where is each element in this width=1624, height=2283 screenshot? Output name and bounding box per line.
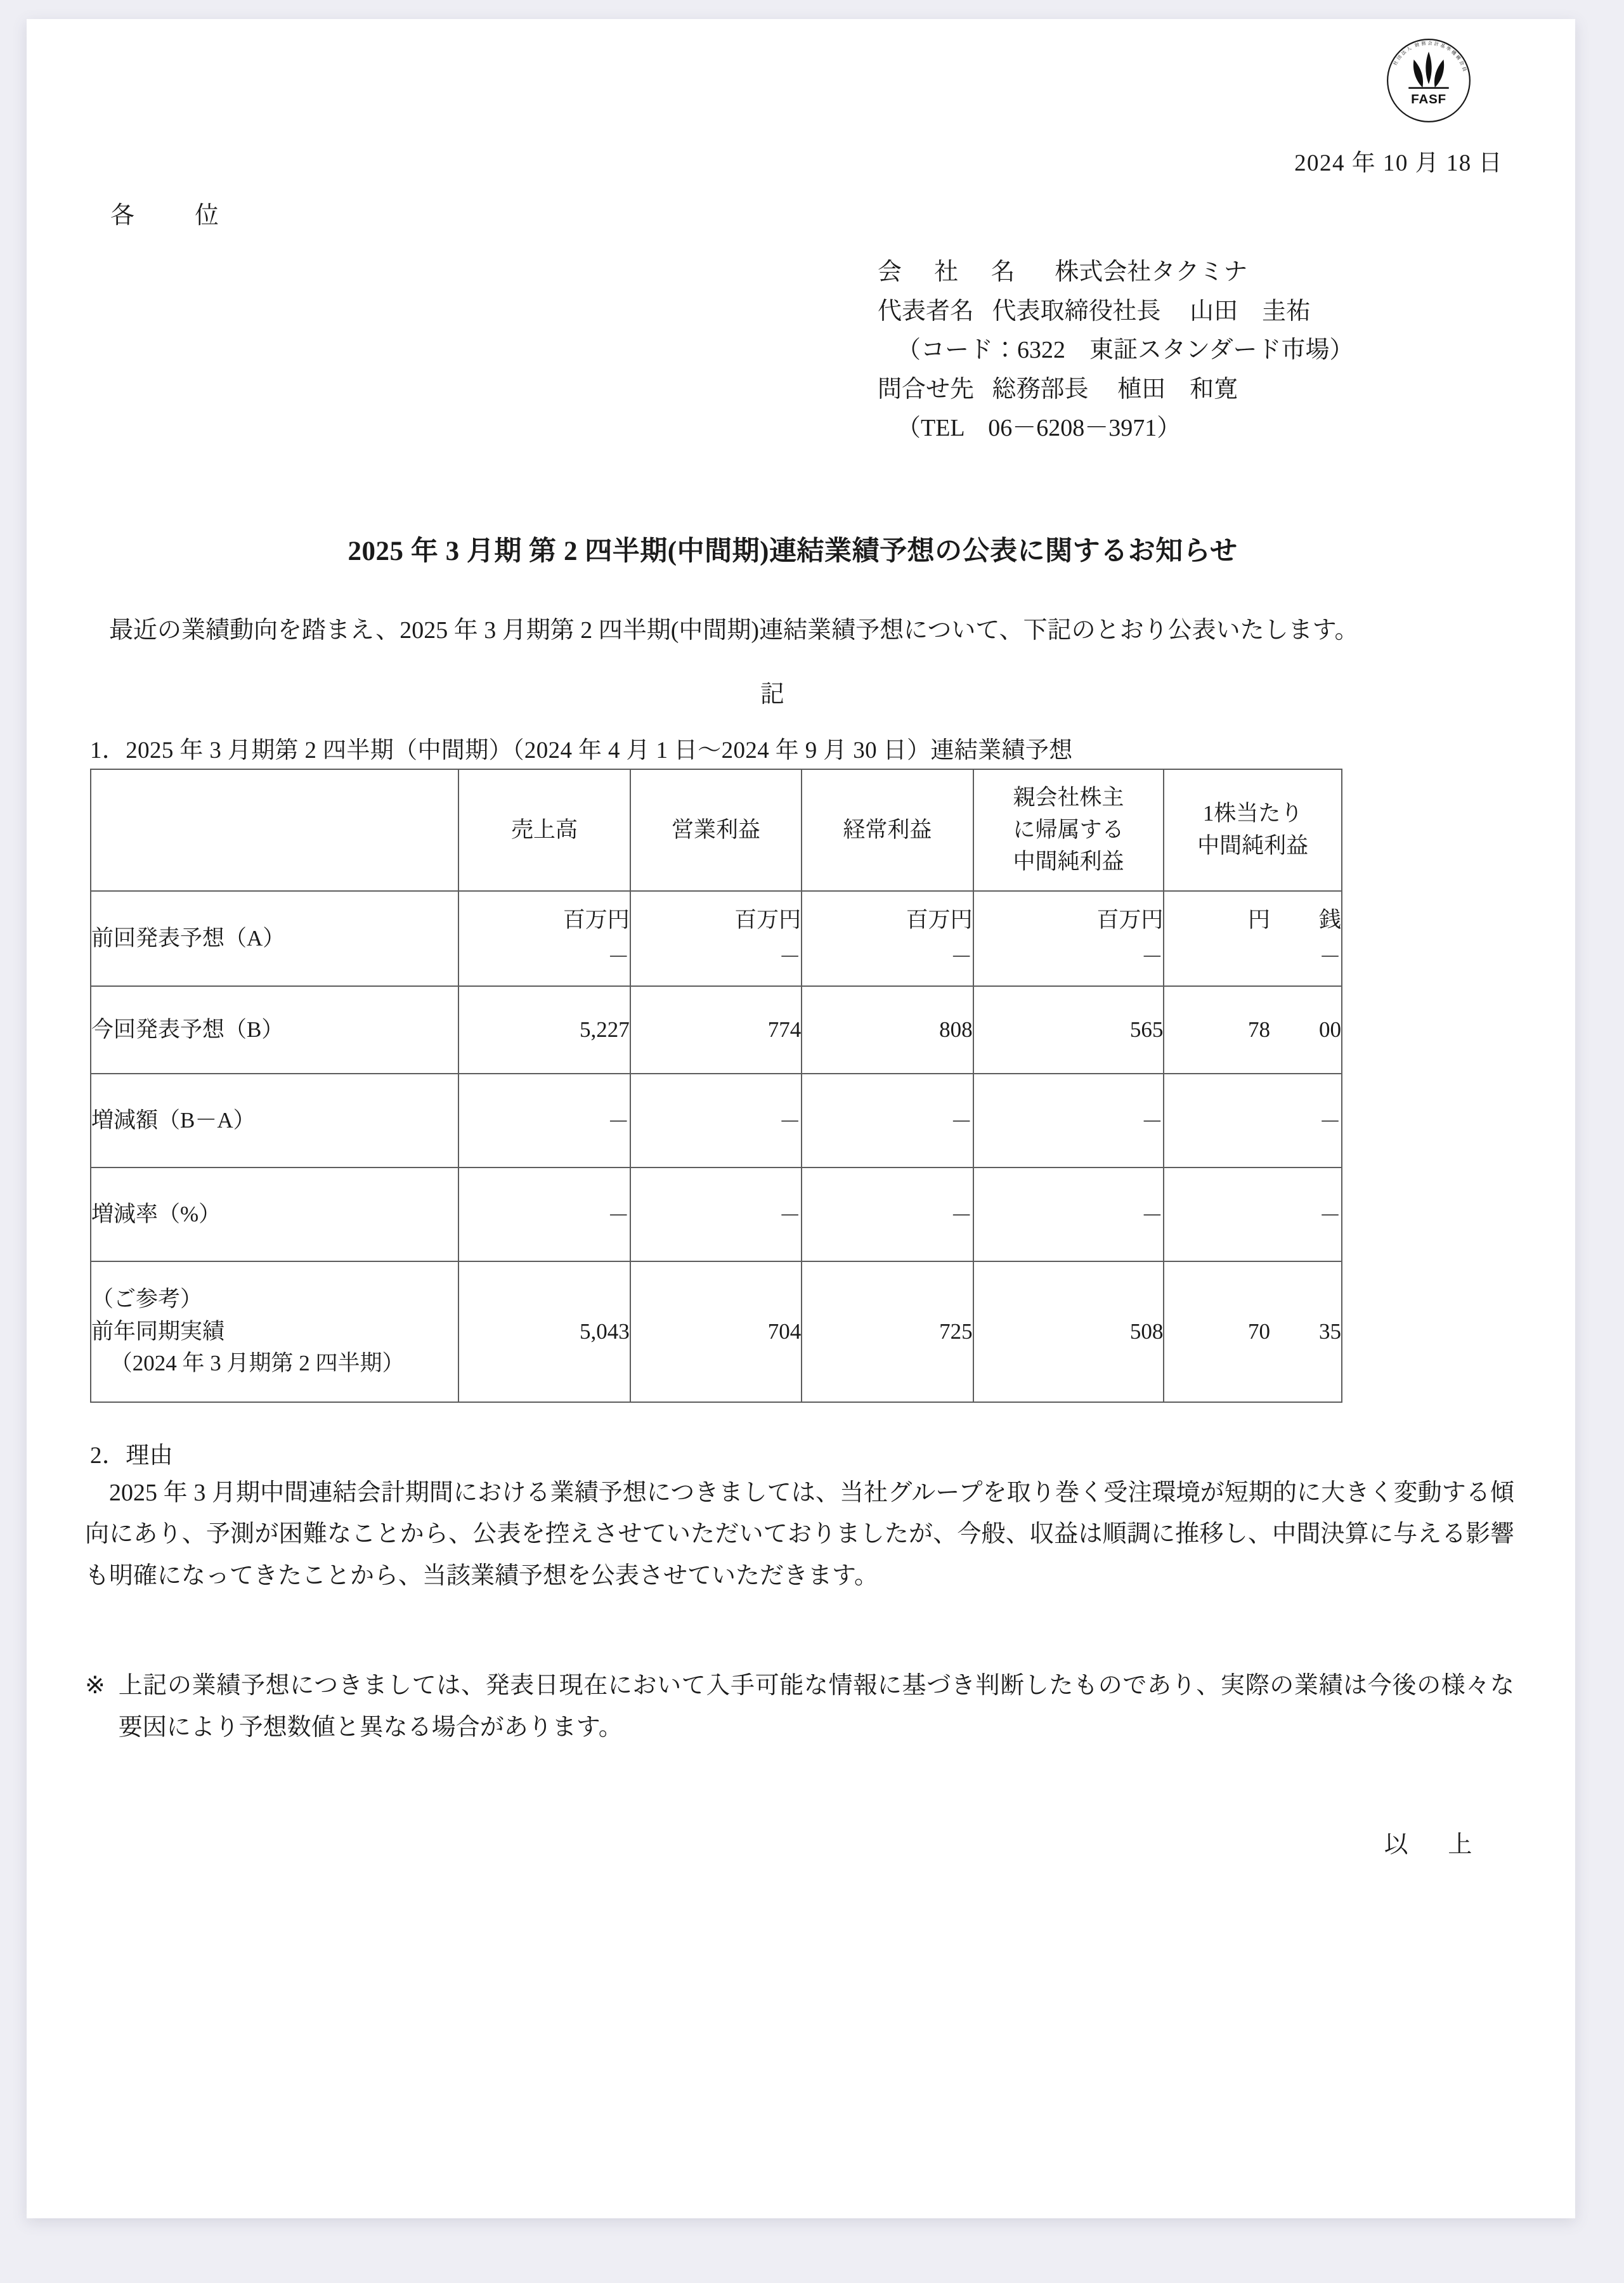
cell-current-eps [1164,986,1342,1074]
value: － [607,945,630,970]
cell-rate-ordinary-income: － [802,1168,973,1261]
table-row [91,891,1342,986]
svg-text:構: 構 [1454,54,1462,62]
cell-change-net-sales: － [458,1074,630,1168]
svg-text:会: 会 [1427,41,1432,46]
cell-rate-eps: － [1164,1168,1342,1261]
cell-current-net-income-parent: 565 [973,986,1164,1074]
unit-label: 百万円 [562,907,630,932]
svg-text:務: 務 [1420,41,1426,47]
header-cell-operating-income: 営業利益 [630,769,802,891]
svg-text:人: 人 [1405,46,1413,53]
row-label-current-forecast: 今回発表予想（B） [91,986,458,1074]
svg-text:員: 員 [1460,66,1467,72]
header-line-3: 中間純利益 [1013,849,1124,875]
unit-label: 百万円 [734,907,802,932]
cell-previous-ordinary-income [802,891,973,986]
svg-text:財: 財 [1414,42,1420,49]
cell-rate-net-income-parent: － [973,1168,1164,1261]
cell-reference-eps [1164,1261,1342,1402]
company-name-label: 会 社 名 [878,259,1029,285]
cell-previous-operating-income [630,891,802,986]
svg-text:団: 団 [1396,54,1403,62]
cell-change-operating-income: － [630,1074,802,1168]
stock-code-row: （コード：6322 東証スタンダード市場） [897,337,1354,364]
contact-row [878,370,1517,410]
cell-change-net-income-parent: － [973,1074,1164,1168]
cell-previous-eps [1164,891,1342,986]
representative-label: 代表者名 [878,297,975,325]
cell-current-net-sales: 5,227 [458,986,630,1074]
section2-paragraph: 2025 年 3 月期中間連結会計期間における業績予想につきましては、当社グループを取り巻く受注環境が短期的に大きく変動する傾向にあり、予測が困難なことから、公表を控えさせていただいておりましたが、今般、収益は順調に推移し、中間決算に与える影響も明確になってきたことから、当該業績予想を公表させていただきます。 [85,1480,1514,1589]
unit-label-pair [1164,901,1341,939]
salutation: 各 位 [110,202,237,229]
masthead [85,19,1517,190]
contact-title: 総務部長 [992,375,1089,403]
document-page [27,19,1575,2218]
table-row [91,1074,1342,1168]
cell-previous-net-income-parent [973,891,1164,986]
unit-sen: 銭 [1318,907,1341,932]
eps-yen-value: 78 [1248,1017,1270,1043]
table-header-row [91,769,1342,891]
header-cell-net-income-parent [973,769,1164,891]
cell-reference-operating-income: 704 [630,1261,802,1402]
page-title: 2025 年 3 月期 第 2 四半期(中間期)連結業績予想の公表に関するお知らせ [348,536,1238,566]
value: － [779,945,802,970]
note-mark-icon: ※ [85,1672,105,1700]
company-name-row [878,253,1517,292]
row-label-change-rate: 増減率（%） [91,1168,458,1261]
cell-reference-net-income-parent: 508 [973,1261,1164,1402]
row-label-reference [91,1261,458,1402]
note-text: 上記の業績予想につきましては、発表日現在において入手可能な情報に基づき判断したものであり、実際の業績は今後の様々な要因により予想数値と異なる場合があります。 [118,1672,1514,1741]
ki-marker: 記 [760,681,784,708]
cell-reference-ordinary-income: 725 [802,1261,973,1402]
lead-paragraph: 最近の業績動向を踏まえ、2025 年 3 月期第 2 四半期(中間期)連結業績予想について、下記のとおり公表いたします。 [109,616,1359,644]
header-line-2: に帰属する [1013,817,1124,842]
reference-line-2: 前年同期実績 [91,1318,225,1344]
value [1164,939,1341,977]
table-row [91,1168,1342,1261]
eps-yen-value: 70 [1248,1319,1270,1344]
forecast-table [90,769,1342,1403]
value: － [1141,945,1164,970]
reference-line-1: （ご参考） [91,1286,203,1311]
row-label-change-amount: 増減額（B－A） [91,1074,458,1168]
cell-rate-net-sales: － [458,1168,630,1261]
cell-current-ordinary-income: 808 [802,986,973,1074]
header-cell-ordinary-income: 経常利益 [802,769,973,891]
unit-label: 百万円 [906,907,973,932]
value: － [950,945,973,970]
representative-row [878,292,1517,332]
disclaimer-note [85,1665,1517,1748]
svg-text:機: 機 [1450,49,1457,56]
svg-text:会: 会 [1458,60,1465,67]
header-line-1: 1株当たり [1202,801,1303,826]
reference-line-3: （2024 年 3 月期第 2 四半期） [110,1351,405,1376]
svg-text:基: 基 [1439,42,1446,49]
svg-text:計: 計 [1433,41,1439,48]
section1-heading: 1．2025 年 3 月期第 2 四半期（中間期）（2024 年 4 月 1 日～2024 年 9 月 30 日）連結業績予想 [90,738,1073,764]
cell-rate-operating-income: － [630,1168,802,1261]
header-cell-eps [1164,769,1342,891]
representative-name: 山田 圭祐 [1190,297,1311,325]
svg-text:準: 準 [1445,46,1452,53]
contact-label: 問合せ先 [878,375,975,403]
cell-current-operating-income: 774 [630,986,802,1074]
unit-label: 百万円 [1096,907,1164,932]
svg-text:法: 法 [1400,49,1408,56]
contact-name: 植田 和寛 [1117,375,1238,403]
svg-text:FASF: FASF [1411,91,1446,107]
eps-sen-value: － [1318,945,1341,970]
telephone-row: （TEL 06－6208－3971） [897,415,1181,442]
row-label-previous-forecast: 前回発表予想（A） [91,891,458,986]
header-cell-blank [91,769,458,891]
unit-yen: 円 [1247,907,1270,932]
cell-reference-net-sales: 5,043 [458,1261,630,1402]
table-row [91,986,1342,1074]
table-row [91,1261,1342,1402]
company-info-block [878,253,1517,448]
company-name-value: 株式会社タクミナ [1055,259,1248,285]
representative-title: 代表取締役社長 [992,297,1161,325]
cell-previous-net-sales [458,891,630,986]
cell-change-eps: － [1164,1074,1342,1168]
eps-sen-value: 35 [1319,1319,1341,1344]
svg-text:社: 社 [1393,60,1400,67]
header-line-2: 中間純利益 [1197,833,1309,859]
closing-mark: 以 上 [1384,1831,1489,1858]
eps-sen-value: 00 [1319,1017,1341,1043]
section2-heading: 2．理由 [90,1443,173,1469]
fasf-seal-icon [1385,37,1472,124]
header-cell-net-sales: 売上高 [458,769,630,891]
cell-change-ordinary-income: － [802,1074,973,1168]
document-date: 2024 年 10 月 18 日 [1294,150,1503,176]
header-line-1: 親会社株主 [1013,784,1124,810]
